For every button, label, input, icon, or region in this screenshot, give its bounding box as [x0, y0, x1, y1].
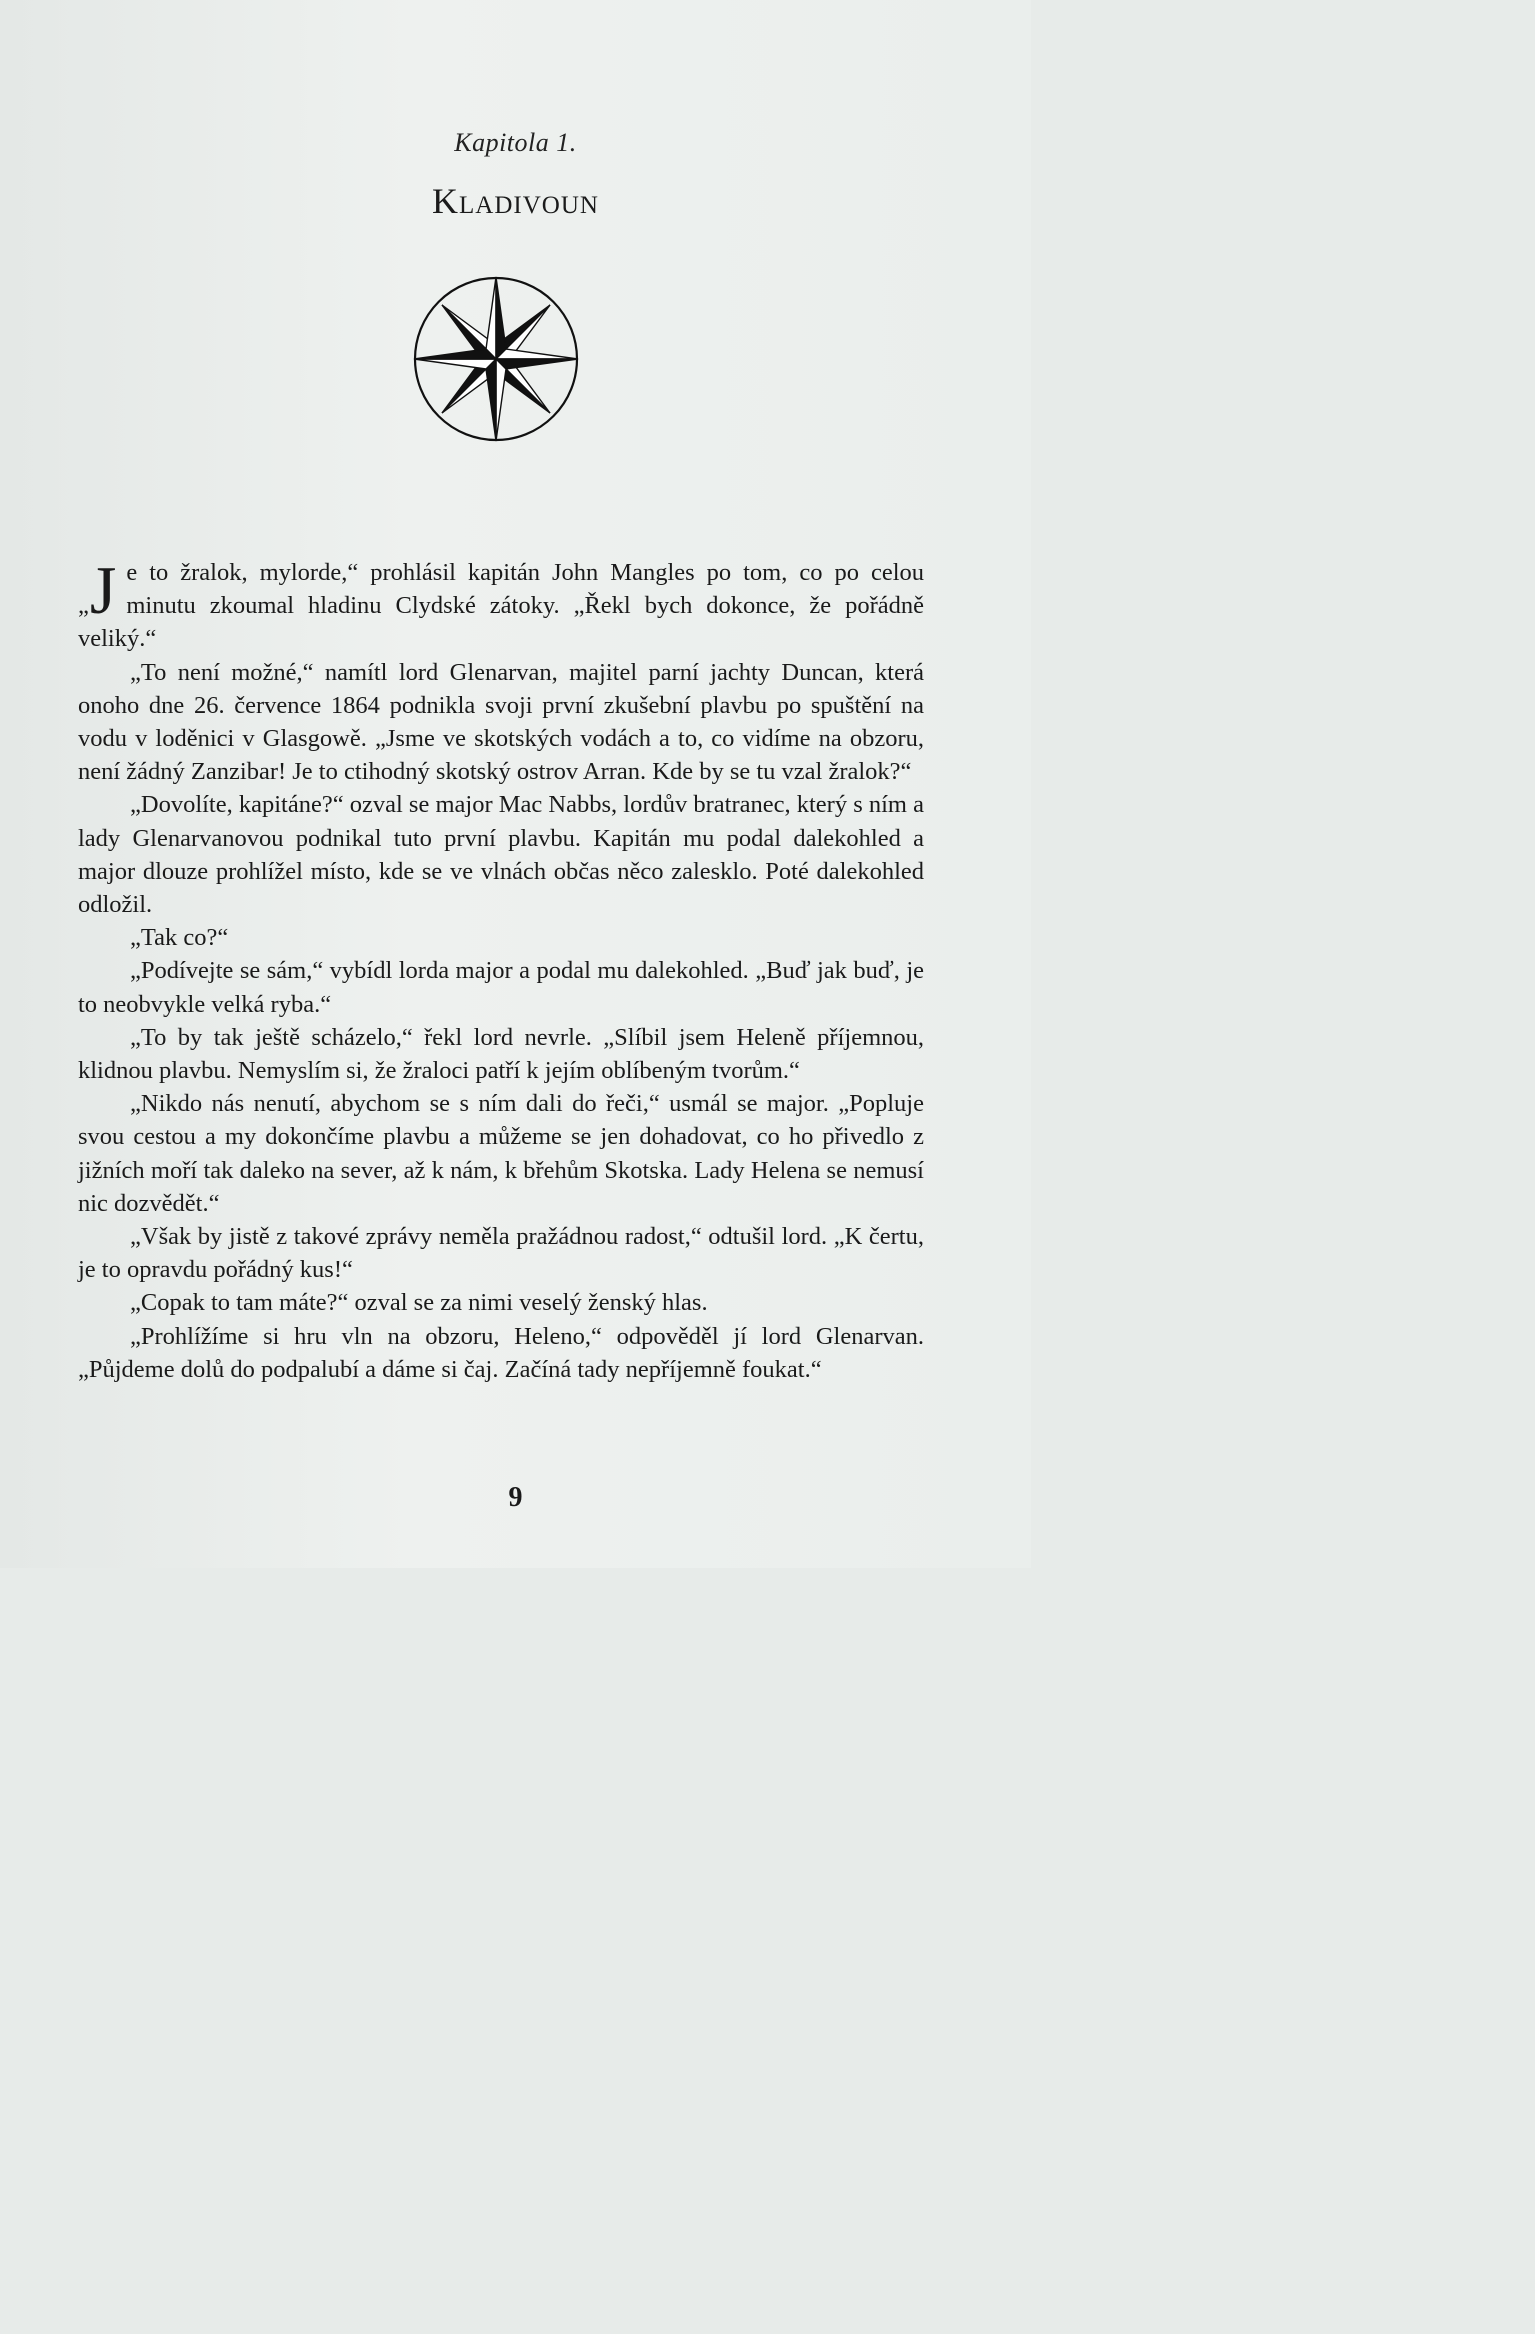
chapter-title: Kladivoun — [432, 181, 599, 221]
page-number: 9 — [508, 1482, 523, 1513]
paragraph: „Nikdo nás nenutí, abychom se s ním dali do řeči,“ usmál se major. „Popluje svou cestou a my dokončíme plavbu a můžeme se jen dohadovat, co ho přivedlo z jižních moří tak daleko na sever, až k nám, k břehům Skotska. Lady Helena se nemusí nic dozvědět.“ — [78, 1090, 924, 1217]
drop-cap-group — [78, 552, 122, 628]
paragraph-text: e to žralok, mylorde,“ prohlásil kapitán John Mangles po tom, co po celou minutu zkoumal hladinu Clydské zátoky. „Řekl bych dokonce, že pořádně veliký.“ — [78, 559, 924, 653]
paragraph: „Tak co?“ — [130, 924, 229, 952]
paragraph: „Dovolíte, kapitáne?“ ozval se major Mac Nabbs, lordův bratranec, který s ním a lady Glenarvanovou podnikal tuto první plavbu. Kapitán mu podal dalekohled a major dlouze prohlížel místo, kde se ve vlnách občas něco zalesklo. Poté dalekohled odložil. — [78, 791, 924, 919]
drop-cap-letter: J — [89, 552, 117, 628]
book-page — [0, 0, 1031, 1568]
compass-rose-icon — [412, 275, 580, 443]
paragraph: „Podívejte se sám,“ vybídl lorda major a podal mu dalekohled. „Buď jak buď, je to neobvykle velká ryba.“ — [78, 957, 924, 1018]
paragraph: „To není možné,“ namítl lord Glenarvan, majitel parní jachty Duncan, která onoho dne 26. července 1864 podnikla svoji první zkušební plavbu po spuštění na vodu v loděnici v Glasgowě. „Jsme ve skotských vodách a to, co vidíme na obzoru, není žádný Zanzibar! Je to ctihodný skotský ostrov Arran. Kde by se tu vzal žralok?“ — [78, 658, 924, 786]
drop-cap-quote: „ — [78, 592, 89, 619]
paragraph: „Prohlížíme si hru vln na obzoru, Heleno,“ odpověděl jí lord Glenarvan. „Půjdeme dolů do podpalubí a dáme si čaj. Začíná tady nepříjemně foukat.“ — [78, 1322, 924, 1383]
paragraph: „Copak to tam máte?“ ozval se za nimi veselý ženský hlas. — [130, 1289, 708, 1317]
paragraph: „To by tak ještě scházelo,“ řekl lord nevrle. „Slíbil jsem Heleně příjemnou, klidnou plavbu. Nemyslím si, že žraloci patří k jejím oblíbeným tvorům.“ — [78, 1023, 924, 1085]
chapter-body — [78, 552, 924, 1386]
chapter-label: Kapitola 1. — [454, 128, 577, 157]
chapter-header — [0, 128, 1031, 222]
paragraph-opening — [78, 552, 924, 656]
paragraph: „Však by jistě z takové zprávy neměla pražádnou radost,“ odtušil lord. „K čertu, je to opravdu pořádný kus!“ — [78, 1223, 924, 1284]
